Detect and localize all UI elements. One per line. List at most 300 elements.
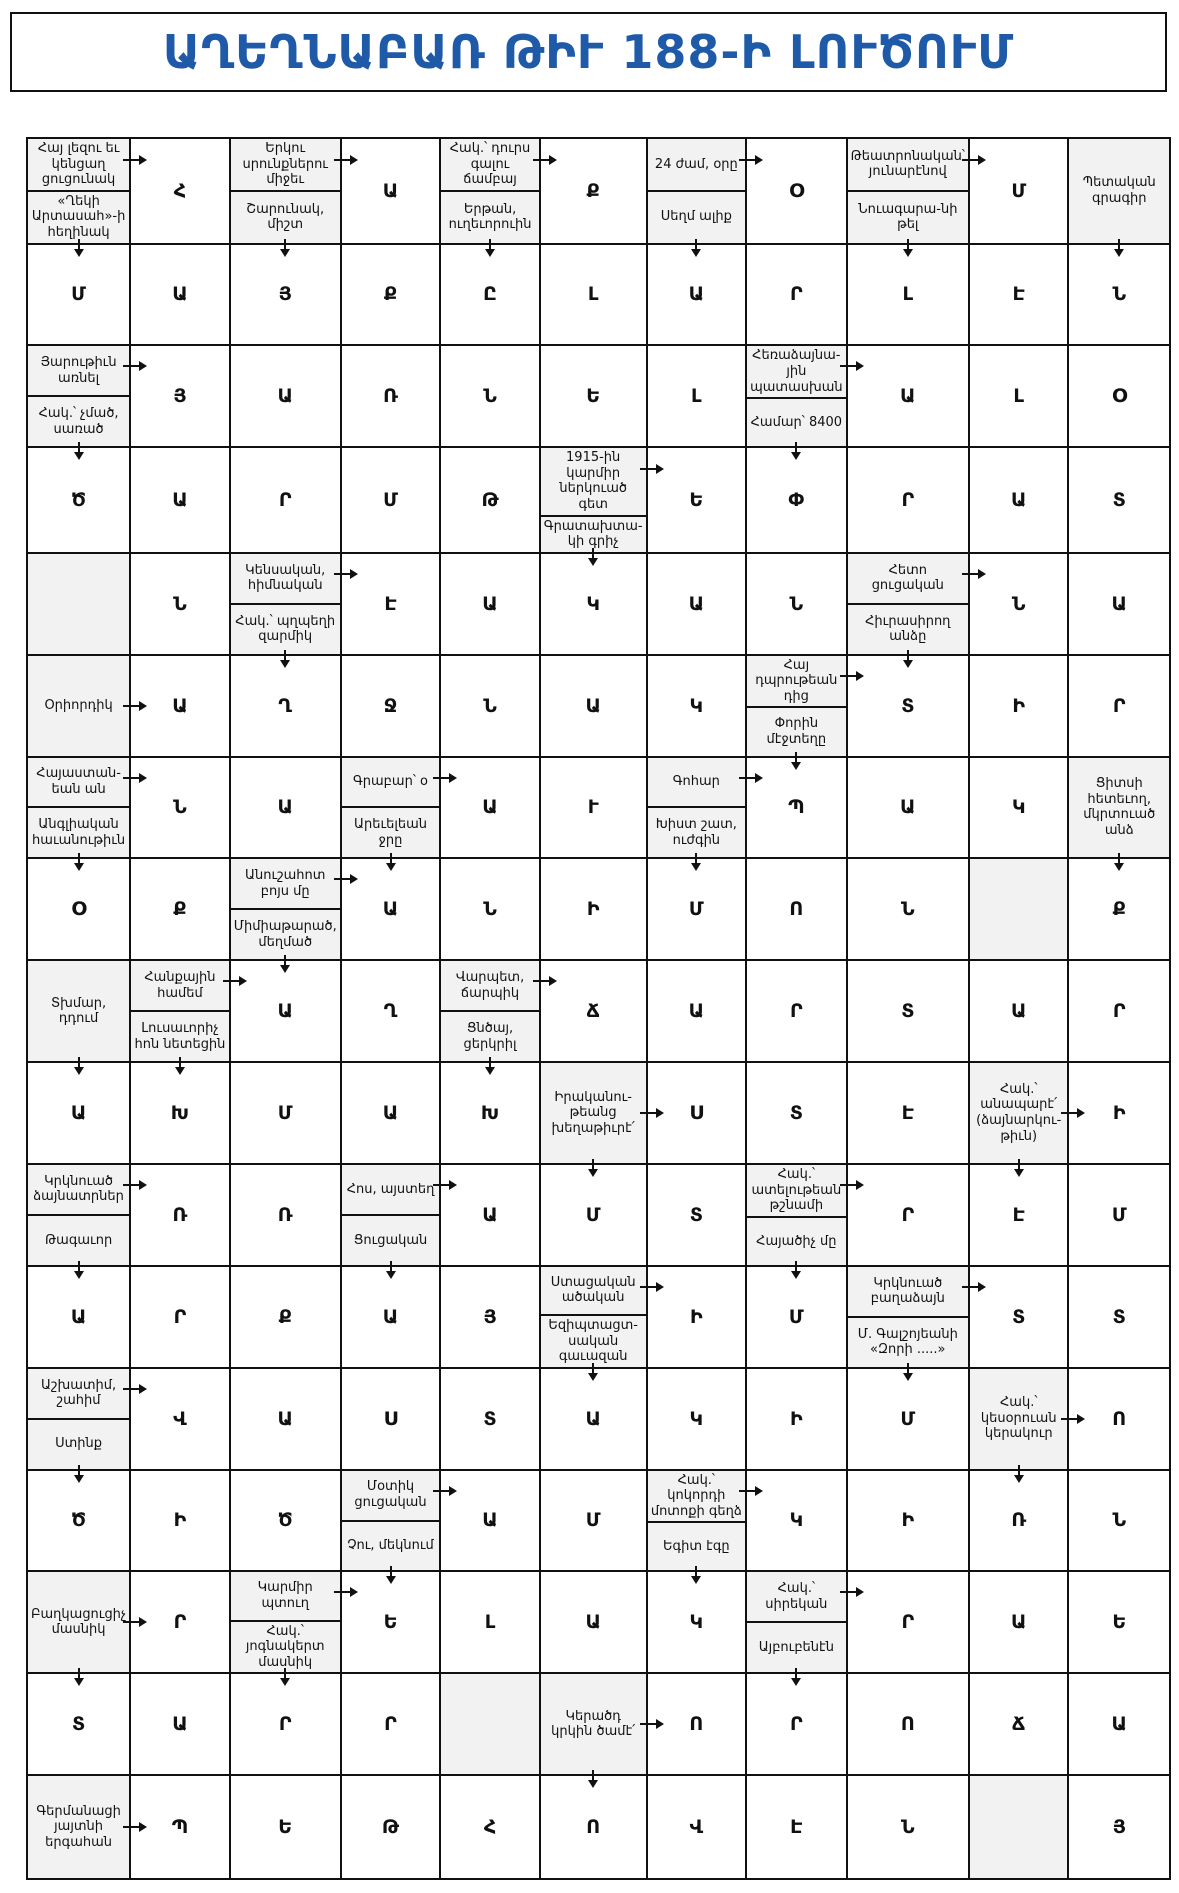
answer-letter: Ս xyxy=(689,1102,704,1125)
clue-cell xyxy=(231,859,342,961)
answer-letter: Ր xyxy=(790,1000,803,1023)
clue-cell xyxy=(970,1369,1070,1471)
answer-letter: Ղ xyxy=(383,1000,398,1023)
answer-cell xyxy=(648,346,748,448)
answer-letter: Է xyxy=(790,1816,803,1839)
answer-letter: Ա xyxy=(172,283,188,306)
answer-letter: Ա xyxy=(1010,1611,1027,1634)
clue-text: Օրիորդիկ xyxy=(44,697,113,713)
answer-cell xyxy=(1069,1471,1169,1573)
answer-letter: Ի xyxy=(173,1509,187,1532)
answer-cell xyxy=(131,1267,231,1369)
answer-letter: Ղ xyxy=(278,694,293,717)
clue-text: Նուագարա-նի թել xyxy=(848,190,968,243)
answer-cell xyxy=(131,1063,231,1165)
answer-cell xyxy=(848,1165,970,1267)
clue-cell xyxy=(231,1572,342,1674)
clue-text: Երկու սրունքներու միջեւ xyxy=(242,141,328,188)
answer-letter: Ո xyxy=(1112,1407,1127,1430)
answer-cell xyxy=(231,245,342,347)
answer-cell xyxy=(970,961,1070,1063)
answer-letter: Ն xyxy=(483,694,497,717)
clue-cell xyxy=(747,656,848,758)
answer-cell xyxy=(441,1776,541,1878)
answer-cell xyxy=(231,1063,342,1165)
clue-text: Բաղկացուցիչ մասնիկ xyxy=(31,1606,127,1638)
answer-cell xyxy=(342,961,442,1063)
answer-letter: Մ xyxy=(1011,179,1027,202)
answer-letter: Մ xyxy=(688,898,704,921)
answer-cell xyxy=(131,245,231,347)
title-banner xyxy=(10,12,1167,92)
answer-cell xyxy=(1069,961,1169,1063)
answer-cell xyxy=(231,961,342,1063)
clue-text: Կրկնուած բաղաձայն xyxy=(870,1275,945,1307)
clue-text: Գոհար xyxy=(672,774,720,790)
clue-cell xyxy=(28,1572,131,1674)
answer-cell xyxy=(342,1063,442,1165)
answer-letter: Ա xyxy=(482,1509,498,1532)
blank-cell xyxy=(441,1674,541,1776)
answer-cell xyxy=(848,1674,970,1776)
answer-letter: Ի xyxy=(790,1407,803,1430)
clue-text: Հակ.՝ դուրս գալու ճամբայ xyxy=(449,141,531,188)
answer-letter: Ա xyxy=(172,489,188,512)
answer-cell xyxy=(848,656,970,758)
answer-cell xyxy=(970,1674,1070,1776)
answer-letter: Տ xyxy=(689,1203,703,1226)
answer-cell xyxy=(1069,346,1169,448)
clue-text: Չու, մեկնում xyxy=(342,1520,440,1571)
answer-cell xyxy=(231,758,342,860)
answer-cell xyxy=(970,656,1070,758)
answer-letter: Ա xyxy=(688,283,705,306)
answer-letter: Լ xyxy=(902,283,914,306)
answer-letter: Օ xyxy=(71,898,86,921)
answer-letter: Կ xyxy=(1011,796,1026,819)
answer-letter: Ի xyxy=(1112,1102,1126,1125)
answer-letter: Օ xyxy=(1111,385,1127,408)
answer-letter: Կ xyxy=(586,592,600,615)
answer-letter: Ճ xyxy=(586,1000,600,1023)
clue-cell xyxy=(1069,139,1169,245)
answer-letter: Ր xyxy=(901,489,915,512)
answer-letter: Հ xyxy=(173,179,187,202)
clue-cell xyxy=(28,1165,131,1267)
answer-letter: Ո xyxy=(789,898,804,921)
clue-text: 24 ժամ, օրը xyxy=(654,156,738,172)
answer-letter: Է xyxy=(1012,283,1025,306)
clue-text: Սեղմ ալիք xyxy=(648,190,746,243)
answer-letter: Ա xyxy=(482,796,498,819)
answer-letter: Յ xyxy=(278,283,292,306)
answer-cell xyxy=(648,1165,748,1267)
answer-cell xyxy=(131,448,231,554)
answer-letter: Պ xyxy=(171,1816,189,1839)
answer-cell xyxy=(541,656,648,758)
answer-letter: Ն xyxy=(1011,592,1026,615)
clue-text: Հայածիչ մը xyxy=(747,1216,846,1265)
answer-letter: Ա xyxy=(688,1000,705,1023)
answer-cell xyxy=(747,961,848,1063)
answer-cell xyxy=(747,1776,848,1878)
answer-letter: Ն xyxy=(1112,283,1127,306)
answer-cell xyxy=(131,1674,231,1776)
answer-letter: Տ xyxy=(1112,489,1126,512)
clue-cell xyxy=(970,1063,1070,1165)
clue-text: Թագաւոր xyxy=(28,1214,129,1265)
answer-cell xyxy=(1069,554,1169,656)
answer-cell xyxy=(970,758,1070,860)
answer-letter: Ա xyxy=(277,385,293,408)
answer-cell xyxy=(441,346,541,448)
answer-letter: Ն xyxy=(483,385,497,408)
answer-letter: Ե xyxy=(278,1816,293,1839)
answer-letter: Ս xyxy=(383,1407,398,1430)
clue-text: Միմիաթարած, մեղմած xyxy=(231,908,340,959)
clue-text: Երթան, ուղեւորուին xyxy=(441,190,539,243)
clue-cell xyxy=(441,961,541,1063)
answer-letter: Փ xyxy=(788,489,805,512)
answer-cell xyxy=(848,758,970,860)
answer-letter: Տ xyxy=(901,1000,915,1023)
answer-letter: Ա xyxy=(382,1305,399,1328)
answer-cell xyxy=(231,346,342,448)
answer-cell xyxy=(342,448,442,554)
answer-cell xyxy=(131,859,231,961)
page-title: ԱՂԵՂՆԱԲԱՌ ԹԻՒ 188-Ի ԼՈՒԾՈՒՄ xyxy=(162,25,1015,79)
clue-cell xyxy=(28,1776,131,1878)
clue-cell xyxy=(848,139,970,245)
answer-letter: Ո xyxy=(900,1713,915,1736)
clue-text: Հակ.՝ պղպեղի զարմիկ xyxy=(231,603,340,654)
answer-cell xyxy=(541,1165,648,1267)
answer-cell xyxy=(231,1369,342,1471)
answer-letter: Ե xyxy=(689,489,704,512)
clue-text: Հակ.՝ յոգնակերտ մասնիկ xyxy=(231,1620,340,1673)
answer-letter: Յ xyxy=(1112,1816,1126,1839)
clue-cell xyxy=(441,139,541,245)
answer-cell xyxy=(747,1267,848,1369)
answer-letter: Ր xyxy=(1112,1000,1126,1023)
answer-letter: Մ xyxy=(788,1305,804,1328)
answer-letter: Պ xyxy=(788,796,805,819)
answer-letter: Ր xyxy=(901,1203,915,1226)
answer-letter: Յ xyxy=(483,1305,497,1328)
answer-cell xyxy=(131,1471,231,1573)
clue-cell xyxy=(648,139,748,245)
answer-cell xyxy=(848,961,970,1063)
answer-cell xyxy=(541,245,648,347)
answer-cell xyxy=(441,554,541,656)
answer-letter: Կ xyxy=(789,1509,804,1532)
answer-letter: Ք xyxy=(383,283,398,306)
answer-cell xyxy=(848,859,970,961)
answer-letter: Մ xyxy=(585,1203,601,1226)
answer-letter: Ա xyxy=(1010,489,1027,512)
answer-cell xyxy=(231,1267,342,1369)
clue-text: Անուշահոտ բոյս մը xyxy=(245,868,326,899)
answer-cell xyxy=(541,346,648,448)
answer-cell xyxy=(970,1471,1070,1573)
answer-letter: Կ xyxy=(689,1611,704,1634)
answer-letter: Ռ xyxy=(277,1203,293,1226)
crossword-grid xyxy=(26,137,1171,1880)
answer-cell xyxy=(541,1776,648,1878)
answer-cell xyxy=(342,1369,442,1471)
answer-letter: Ր xyxy=(790,1713,803,1736)
blank-cell xyxy=(970,859,1070,961)
answer-cell xyxy=(1069,1674,1169,1776)
answer-letter: Ն xyxy=(173,796,187,819)
answer-cell xyxy=(648,245,748,347)
answer-letter: Ա xyxy=(1111,592,1127,615)
answer-letter: Ր xyxy=(1112,694,1126,717)
answer-letter: Է xyxy=(1012,1203,1025,1226)
clue-text: «Ղեկի Արտասահ»-ի հեղինակ xyxy=(28,190,129,243)
clue-text: Արեւելեան ջրը xyxy=(342,806,440,857)
answer-cell xyxy=(1069,1165,1169,1267)
clue-cell xyxy=(1069,758,1169,860)
answer-letter: Թ xyxy=(381,1816,400,1839)
answer-cell xyxy=(441,1572,541,1674)
answer-cell xyxy=(441,245,541,347)
answer-cell xyxy=(648,1369,748,1471)
answer-cell xyxy=(342,656,442,758)
answer-letter: Ա xyxy=(277,1407,293,1430)
clue-text: Գրաբար՝ o xyxy=(352,774,429,790)
clue-cell xyxy=(28,961,131,1063)
clue-text: Եգիտ էգը xyxy=(648,1521,746,1570)
clue-text: Հայ դպրութեան դից xyxy=(755,657,838,704)
clue-cell xyxy=(28,346,131,448)
answer-cell xyxy=(342,1267,442,1369)
clue-text: Մ. Գալշոյեանի «Զորի .....» xyxy=(848,1316,968,1367)
clue-cell xyxy=(541,1267,648,1369)
answer-letter: Տ xyxy=(72,1713,86,1736)
clue-text: Այբուբենէն xyxy=(747,1621,846,1672)
answer-letter: Ծ xyxy=(71,1509,87,1532)
answer-cell xyxy=(648,1572,748,1674)
answer-cell xyxy=(747,1674,848,1776)
answer-letter: Ա xyxy=(688,592,705,615)
answer-letter: Տ xyxy=(1112,1305,1126,1328)
clue-text: Ցնծայ, ցերկրիլ xyxy=(441,1010,539,1061)
answer-cell xyxy=(441,1369,541,1471)
answer-cell xyxy=(747,859,848,961)
answer-letter: Մ xyxy=(383,489,398,512)
answer-cell xyxy=(848,1369,970,1471)
clue-cell xyxy=(648,758,748,860)
clue-text: Պետական գրագիր xyxy=(1082,175,1156,206)
clue-text: Ցիտսի հետեւող, մկրտուած անձ xyxy=(1083,776,1156,839)
clue-text: Յարութիւն առնել xyxy=(40,355,117,386)
answer-cell xyxy=(28,1063,131,1165)
answer-letter: Ճ xyxy=(1012,1713,1026,1736)
clue-cell xyxy=(747,346,848,448)
answer-letter: Ր xyxy=(278,1713,292,1736)
answer-cell xyxy=(648,554,748,656)
answer-letter: Ե xyxy=(586,385,601,408)
clue-cell xyxy=(648,1471,748,1573)
answer-letter: Ե xyxy=(383,1611,398,1634)
answer-cell xyxy=(541,1572,648,1674)
answer-cell xyxy=(1069,1572,1169,1674)
answer-letter: Ա xyxy=(172,694,188,717)
answer-letter: Լ xyxy=(484,1611,496,1634)
answer-cell xyxy=(231,656,342,758)
clue-text: Իրականու-թեանց խեղաթիւրէ՛ xyxy=(551,1089,635,1136)
clue-cell xyxy=(28,139,131,245)
answer-letter: Տ xyxy=(483,1407,497,1430)
answer-letter: Ռ xyxy=(172,1203,188,1226)
clue-text: Ստինք xyxy=(28,1418,129,1469)
answer-letter: Մ xyxy=(71,283,86,306)
answer-letter: Ն xyxy=(789,592,804,615)
answer-cell xyxy=(441,448,541,554)
clue-text: Հայ լեզու եւ կենցաղ ցուցունակ xyxy=(37,141,120,188)
answer-letter: Ա xyxy=(70,1305,87,1328)
answer-letter: Ր xyxy=(901,1611,915,1634)
answer-cell xyxy=(131,554,231,656)
answer-letter: Տ xyxy=(901,694,915,717)
answer-cell xyxy=(970,448,1070,554)
clue-cell xyxy=(231,139,342,245)
answer-letter: Լ xyxy=(1013,385,1025,408)
answer-letter: Է xyxy=(901,1102,914,1125)
answer-letter: Ա xyxy=(277,1000,293,1023)
answer-cell xyxy=(231,1165,342,1267)
answer-cell xyxy=(342,1776,442,1878)
clue-text: Լուսաւորիչ հոն նետեցին xyxy=(131,1010,229,1061)
answer-letter: Վ xyxy=(689,1816,704,1839)
answer-letter: Ք xyxy=(173,898,187,921)
answer-cell xyxy=(541,1471,648,1573)
answer-cell xyxy=(1069,1776,1169,1878)
clue-text: Հակ.՝ կոկորդի մոտոքի գեղձ xyxy=(650,1472,742,1519)
answer-letter: Ա xyxy=(1010,1000,1027,1023)
clue-text: Փորին մէջտեղը xyxy=(747,706,846,755)
answer-cell xyxy=(1069,448,1169,554)
answer-cell xyxy=(747,1063,848,1165)
answer-cell xyxy=(970,1572,1070,1674)
answer-cell xyxy=(648,859,748,961)
answer-cell xyxy=(342,346,442,448)
answer-cell xyxy=(970,245,1070,347)
answer-cell xyxy=(441,656,541,758)
clue-text: Հանքային համեմ xyxy=(144,970,216,1001)
answer-cell xyxy=(28,1267,131,1369)
clue-cell xyxy=(231,554,342,656)
clue-text: Հայաստան-եան ան xyxy=(36,766,121,798)
answer-cell xyxy=(342,1674,442,1776)
answer-letter: Խ xyxy=(170,1102,190,1125)
answer-cell xyxy=(848,1572,970,1674)
answer-letter: Տ xyxy=(789,1102,803,1125)
answer-letter: Ա xyxy=(277,796,293,819)
answer-cell xyxy=(441,859,541,961)
clue-text: 1915-ին կարմիր ներկուած գետ xyxy=(559,450,627,513)
answer-letter: Ր xyxy=(173,1305,187,1328)
clue-cell xyxy=(541,1063,648,1165)
clue-text: Աշխատիմ, շահիմ xyxy=(41,1377,117,1409)
answer-letter: Խ xyxy=(480,1102,500,1125)
clue-text: Կերածդ կրկին ծամէ՛ xyxy=(551,1708,636,1740)
answer-letter: Լ xyxy=(691,385,702,408)
answer-cell xyxy=(231,1776,342,1878)
clue-text: Կենսական, հիմնական xyxy=(245,562,326,594)
answer-cell xyxy=(441,1267,541,1369)
clue-cell xyxy=(541,448,648,554)
answer-letter: Վ xyxy=(173,1407,187,1430)
answer-letter: Թ xyxy=(481,489,499,512)
answer-letter: Յ xyxy=(173,385,187,408)
clue-text: Հակ.՝ անապարէ՛ (ձայնարկու-թիւն) xyxy=(976,1081,1062,1144)
clue-cell xyxy=(747,1165,848,1267)
answer-letter: Ծ xyxy=(71,489,87,512)
clue-text: Եզիպտացտ-սական գաւազան xyxy=(541,1314,646,1367)
answer-cell xyxy=(541,139,648,245)
answer-letter: Ր xyxy=(173,1611,187,1634)
answer-letter: Ը xyxy=(483,283,497,306)
answer-cell xyxy=(970,1165,1070,1267)
clue-text: Վարպետ, ճարպիկ xyxy=(455,970,525,1001)
answer-cell xyxy=(28,1674,131,1776)
clue-cell xyxy=(848,1267,970,1369)
answer-letter: Ն xyxy=(173,592,187,615)
clue-text: Հակ.՝ սիրեկան xyxy=(765,1581,828,1612)
answer-cell xyxy=(231,448,342,554)
answer-letter: Ի xyxy=(586,898,600,921)
answer-letter: Տ xyxy=(1012,1305,1026,1328)
clue-text: Համար՝ 8400 xyxy=(747,397,846,446)
answer-cell xyxy=(541,961,648,1063)
answer-cell xyxy=(28,859,131,961)
answer-letter: Ծ xyxy=(277,1509,293,1532)
answer-cell xyxy=(28,245,131,347)
clue-cell xyxy=(342,758,442,860)
answer-letter: Ա xyxy=(1111,1713,1127,1736)
answer-cell xyxy=(848,1471,970,1573)
answer-letter: Ք xyxy=(278,1305,292,1328)
answer-letter: Ա xyxy=(382,1102,399,1125)
answer-cell xyxy=(747,245,848,347)
clue-cell xyxy=(848,554,970,656)
clue-text: Հակ.՝ չմած, սառած xyxy=(28,395,129,446)
clue-cell xyxy=(28,656,131,758)
answer-letter: Ա xyxy=(585,694,601,717)
answer-letter: Ա xyxy=(900,385,916,408)
answer-letter: Ն xyxy=(900,898,915,921)
clue-cell xyxy=(131,961,231,1063)
clue-cell xyxy=(747,1572,848,1674)
answer-cell xyxy=(441,1063,541,1165)
answer-letter: Ռ xyxy=(383,385,398,408)
answer-letter: Ք xyxy=(586,179,600,202)
answer-cell xyxy=(1069,1267,1169,1369)
clue-text: Կրկնուած ձայնատրներ xyxy=(33,1173,124,1205)
clue-text: Ցուցական xyxy=(342,1214,440,1265)
clue-text: Տխմար, դդում xyxy=(51,995,107,1027)
answer-cell xyxy=(648,656,748,758)
answer-letter: Օ xyxy=(789,179,804,202)
answer-cell xyxy=(342,245,442,347)
blank-cell xyxy=(28,554,131,656)
answer-cell xyxy=(28,1471,131,1573)
answer-letter: Ա xyxy=(482,592,498,615)
answer-letter: Մ xyxy=(585,1509,601,1532)
answer-letter: Ն xyxy=(1112,1509,1127,1532)
